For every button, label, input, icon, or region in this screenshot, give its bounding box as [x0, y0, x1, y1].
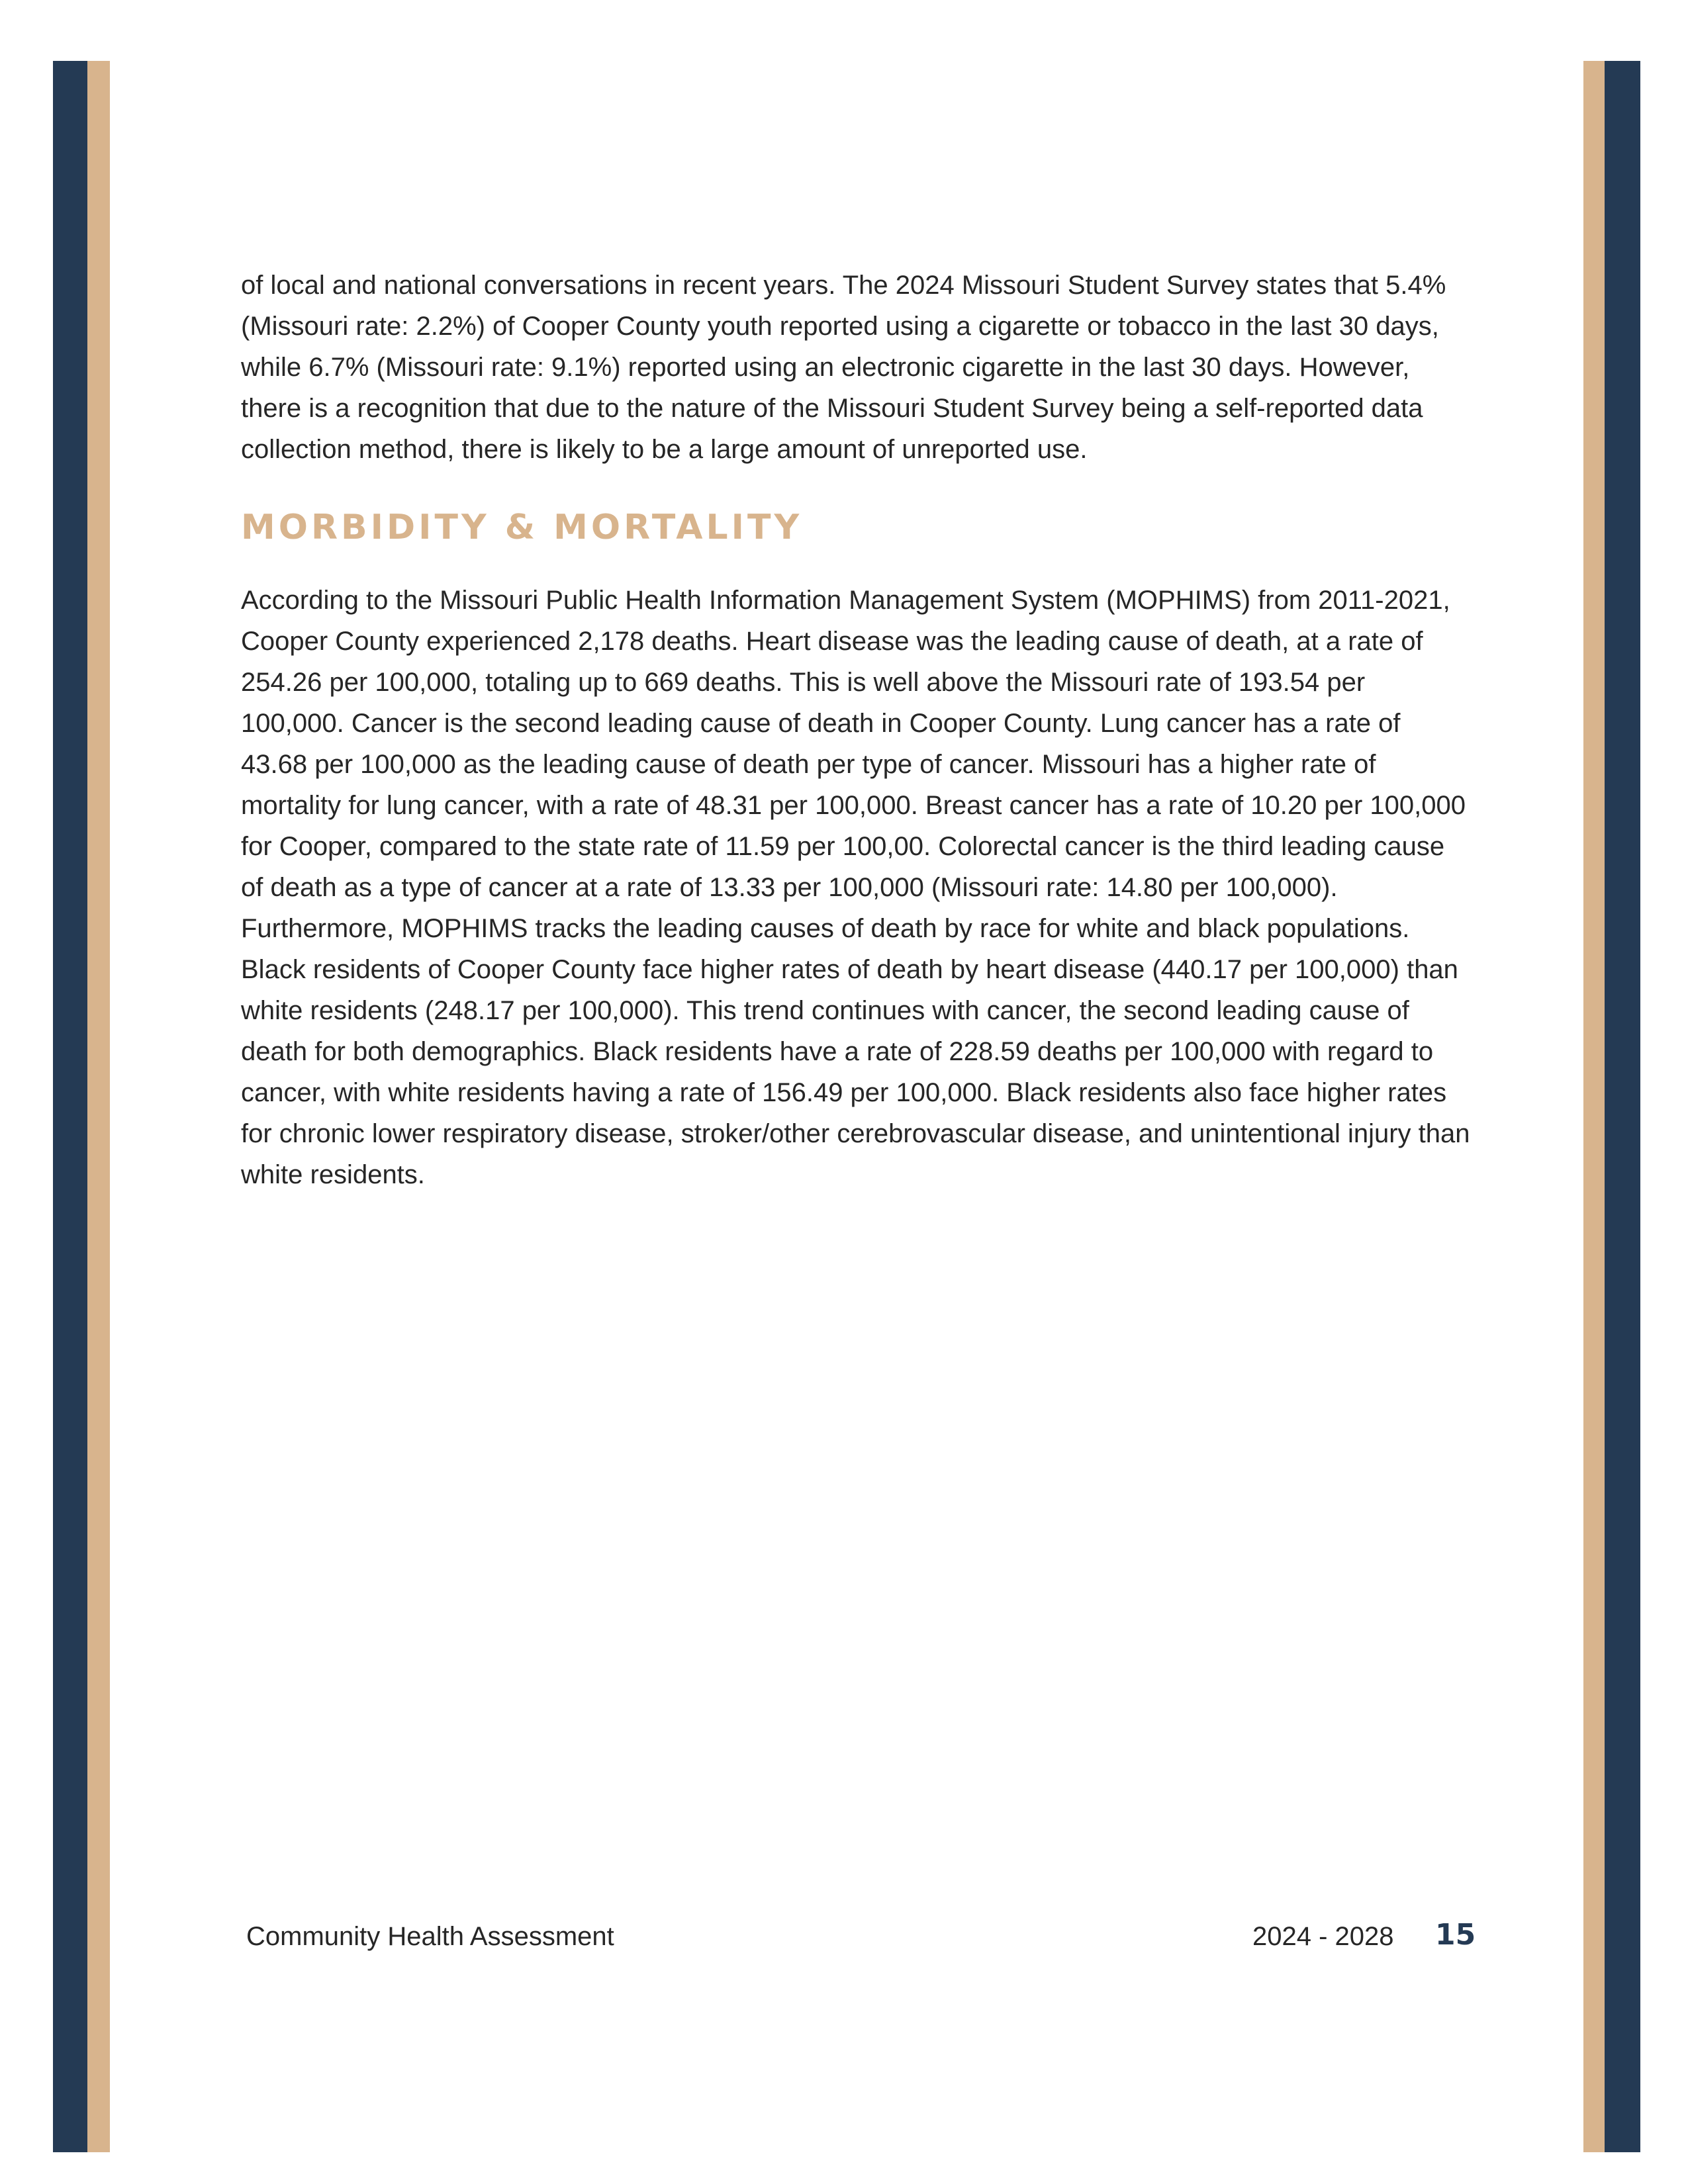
section-heading: MORBIDITY & MORTALITY	[241, 508, 803, 547]
page-number: 15	[1435, 1918, 1476, 1952]
right-tan-border	[1583, 61, 1605, 2152]
right-navy-border	[1605, 61, 1640, 2152]
tobacco-use-paragraph: of local and national conversations in recent years. The 2024 Missouri Student Survey states that 5.4% (Missouri rate: 2.2%) of Cooper County youth reported using a cigarette or tobacco in the last 30 days, while 6.7% (Missouri rate: 9.1%) reported using an electronic cigarette in the last 30 days. However, there is a recognition that due to the nature of the Missouri Student Survey being a self-reported data collection method, there is likely to be a large amount of unreported use.	[241, 271, 1446, 464]
morbidity-mortality-paragraph: According to the Missouri Public Health Information Management System (MOPHIMS) from 2011-2021, Cooper County experienced 2,178 deaths. Heart disease was the leading cause of death, at a rate of 254.26 per 100,000, totaling up to 669 deaths. This is well above the Missouri rate of 193.54 per 100,000. Cancer is the second leading cause of death in Cooper County. Lung cancer has a rate of 43.68 per 100,000 as the leading cause of death per type of cancer. Missouri has a higher rate of mortality for lung cancer, with a rate of 48.31 per 100,000. Breast cancer has a rate of 10.20 per 100,000 for Cooper, compared to the state rate of 11.59 per 100,00. Colorectal cancer is the third leading cause of death as a type of cancer at a rate of 13.33 per 100,000 (Missouri rate: 14.80 per 100,000). Furthermore, MOPHIMS tracks the leading causes of death by race for white and black populations. Black residents of Cooper County face higher rates of death by heart disease (440.17 per 100,000) than white residents (248.17 per 100,000). This trend continues with cancer, the second leading cause of death for both demographics. Black residents have a rate of 228.59 deaths per 100,000 with regard to cancer, with white residents having a rate of 156.49 per 100,000. Black residents also face higher rates for chronic lower respiratory disease, stroker/other cerebrovascular disease, and unintentional injury than white residents.	[241, 586, 1470, 1189]
footer-years: 2024 - 2028	[1252, 1922, 1394, 1951]
page-content	[241, 265, 1472, 1195]
left-tan-border	[87, 61, 110, 2152]
left-navy-border	[53, 61, 87, 2152]
footer-document-title: Community Health Assessment	[246, 1922, 614, 1951]
